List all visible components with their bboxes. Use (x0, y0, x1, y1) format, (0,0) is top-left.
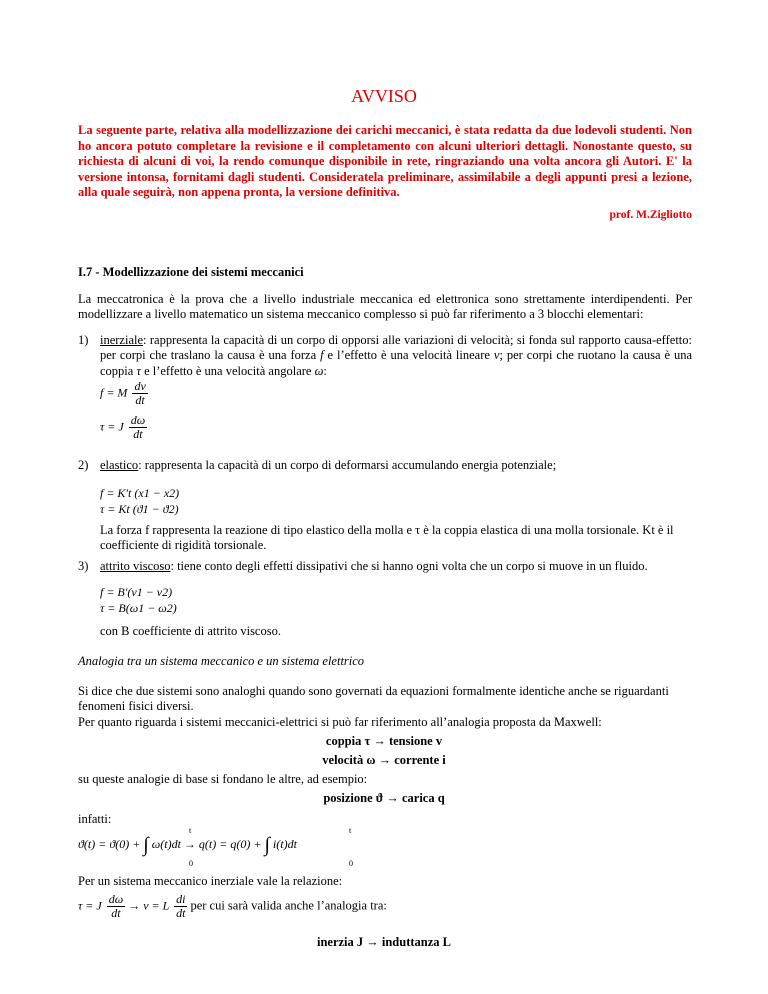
equation-force-inertia: f = M $\frac{dv}{dt}$ (100, 379, 146, 407)
analogy-paragraph-1: Si dice che due sistemi sono analoghi quando sono governati da equazioni formalmente identiche anche se riguardanti fenomeni fisici diversi. (78, 684, 669, 714)
analogy-paragraph-3: su queste analogie di base si fondano le altre, ad esempio: (78, 772, 368, 786)
equation-torque-inertia: τ = J $\frac{d\omega}{dt}$ (100, 413, 146, 441)
item-term: elastico (100, 458, 139, 472)
list-item-inerziale (78, 333, 692, 379)
item-term: inerziale (100, 333, 144, 347)
equation-torque-viscous: τ = B(ω1 − ω2) (100, 601, 177, 615)
item-text: attrito viscoso: tiene conto degli effetti dissipativi che si hanno ogni volta che un corpo si muove in un fluido. (100, 559, 648, 573)
integral-sign: ∫ (264, 834, 270, 856)
equation-inertia-inductance: τ = J $\frac{d\omega}{dt}$ → v = L $\frac{di}{dt}$ per cui sarà valida anche l’analogia tra: (78, 892, 387, 920)
elastic-note: La forza f rappresenta la reazione di tipo elastico della molla e τ è la coppia elastica di una molla torsionale. Kt è il coefficiente di rigidità torsionale. (100, 523, 674, 553)
section-title: I.7 - Modellizzazione dei sistemi meccanici (78, 265, 304, 279)
item-number: 2) (78, 458, 89, 472)
notice-text: La seguente parte, relativa alla modellizzazione dei carichi meccanici, è stata redatta da due lodevoli studenti. Non ho ancora potuto completare la revisione e il completamento con alcuni ulteriori dettagli. Nonostante questo, su richiesta di alcuni di voi, la rendo comunque disponibile in rete, ringraziando una volta ancora gli Autori. E' la versione intonsa, fornitami dagli studenti. Consideratela preliminare, assimilabile a degli appunti presi a lezione, alla quale seguirà, non appena pronta, la versione definitiva. (78, 123, 692, 200)
analogy-inertia-inductance: inerzia J → induttanza L (316, 935, 452, 949)
item-number: 1) (78, 333, 89, 347)
analogy-torque-voltage: coppia τ → tensione v (325, 734, 443, 748)
equation-torque-elastic: τ = Kt (ϑ1 − ϑ2) (100, 502, 179, 516)
equation-force-elastic: f = K′t (x1 − x2) (100, 486, 180, 500)
analogy-paragraph-5: Per un sistema meccanico inerziale vale la relazione: (78, 874, 343, 888)
viscous-note: con B coefficiente di attrito viscoso. (100, 624, 281, 638)
item-text: inerziale: rappresenta la capacità di un corpo di opporsi alle variazioni di velocità; si fonda sul rapporto causa-effetto: per corpi che traslano la causa è una forza f e l’effetto è una velocità lineare v; per corpi che ruotano la causa è una coppia τ e l’effetto è una velocità angolare ω: (100, 333, 692, 378)
equation-force-viscous: f = B′(v1 − v2) (100, 585, 173, 599)
analogy-paragraph-4: infatti: (78, 812, 112, 826)
item-text: elastico: rappresenta la capacità di un corpo di deformarsi accumulando energia potenziale; (100, 458, 557, 472)
list-item-elastico (78, 458, 692, 473)
analogy-speed-current: velocità ω → corrente i (322, 753, 446, 767)
integral-sign: ∫ (143, 834, 149, 856)
list-item-attrito-viscoso (78, 559, 692, 574)
analogy-paragraph-2: Per quanto riguarda i sistemi meccanici-elettrici si può far riferimento all’analogia proposta da Maxwell: (78, 715, 602, 729)
analogy-position-charge: posizione ϑ → carica q (323, 791, 445, 805)
signature: prof. M.Zigliotto (609, 209, 692, 221)
item-number: 3) (78, 559, 89, 573)
analogy-heading: Analogia tra un sistema meccanico e un sistema elettrico (78, 654, 365, 668)
notice-title: AVVISO (351, 86, 417, 106)
item-term: attrito viscoso (100, 559, 171, 573)
intro-paragraph: La meccatronica è la prova che a livello industriale meccanica ed elettronica sono strettamente interdipendenti. Per modellizzare a livello matematico un sistema meccanico complesso si può far riferimento a 3 blocchi elementari: (78, 292, 692, 322)
equation-integral: ϑ(t) = ϑ(0) + ∫ t 0 ω(t)dt → q(t) = q(0) + ∫ t 0 i(t)dt (78, 826, 353, 868)
